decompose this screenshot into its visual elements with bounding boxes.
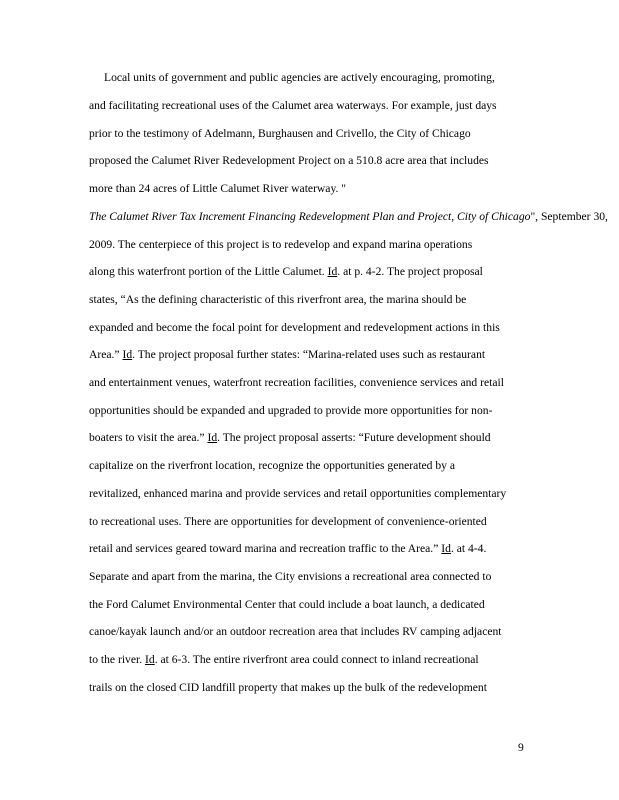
paragraph-line: to the river. Id. at 6-3. The entire riverfront area could connect to inland recreational <box>89 653 479 666</box>
paragraph-line: Area.” Id. The project proposal further states: “Marina-related uses such as restaurant <box>89 348 486 361</box>
paragraph-line: Local units of government and public agencies are actively encouraging, promoting, <box>104 71 495 84</box>
paragraph-line: to recreational uses. There are opportunities for development of convenience-oriented <box>89 515 487 528</box>
id-citation: Id <box>207 431 218 444</box>
paragraph-line: The Calumet River Tax Increment Financing Redevelopment Plan and Project, City of Chicago", September 30, <box>89 210 608 223</box>
paragraph-line: expanded and become the focal point for development and redevelopment actions in this <box>89 321 500 334</box>
id-citation: Id <box>122 348 133 361</box>
paragraph-line: proposed the Calumet River Redevelopment Project on a 510.8 acre area that includes <box>89 154 489 167</box>
paragraph-line: retail and services geared toward marina and recreation traffic to the Area.” Id. at 4-4. <box>89 542 487 555</box>
paragraph-line: boaters to visit the area.” Id. The project proposal asserts: “Future development should <box>89 431 491 444</box>
paragraph-line: opportunities should be expanded and upgraded to provide more opportunities for non- <box>89 404 493 417</box>
paragraph-line: and facilitating recreational uses of the Calumet area waterways. For example, just days <box>89 99 497 112</box>
id-citation: Id <box>441 542 451 555</box>
paragraph-line: states, “As the defining characteristic of this riverfront area, the marina should be <box>89 293 467 306</box>
paragraph-line: and entertainment venues, waterfront recreation facilities, convenience services and retail <box>89 376 504 389</box>
id-citation: Id <box>327 265 338 278</box>
paragraph-line: Separate and apart from the marina, the City envisions a recreational area connected to <box>89 570 492 583</box>
paragraph-line: the Ford Calumet Environmental Center that could include a boat launch, a dedicated <box>89 598 485 611</box>
paragraph-line: capitalize on the riverfront location, recognize the opportunities generated by a <box>89 459 456 472</box>
paragraph-line: more than 24 acres of Little Calumet River waterway. " <box>89 182 347 195</box>
paragraph-line: trails on the closed CID landfill property that makes up the bulk of the redevelopment <box>89 681 487 694</box>
paragraph-line: along this waterfront portion of the Little Calumet. Id. at p. 4-2. The project proposal <box>89 265 483 278</box>
page-number: 9 <box>518 741 524 754</box>
paragraph-line: prior to the testimony of Adelmann, Burghausen and Crivello, the City of Chicago <box>89 127 471 140</box>
paragraph-line: canoe/kayak launch and/or an outdoor recreation area that includes RV camping adjacent <box>89 625 502 638</box>
citation-title: The Calumet River Tax Increment Financing Redevelopment Plan and Project, City of Chicago <box>89 210 531 223</box>
id-citation: Id <box>145 653 155 666</box>
paragraph-line: 2009. The centerpiece of this project is to redevelop and expand marina operations <box>89 238 473 251</box>
paragraph-line: revitalized, enhanced marina and provide services and retail opportunities complementary <box>89 487 507 500</box>
